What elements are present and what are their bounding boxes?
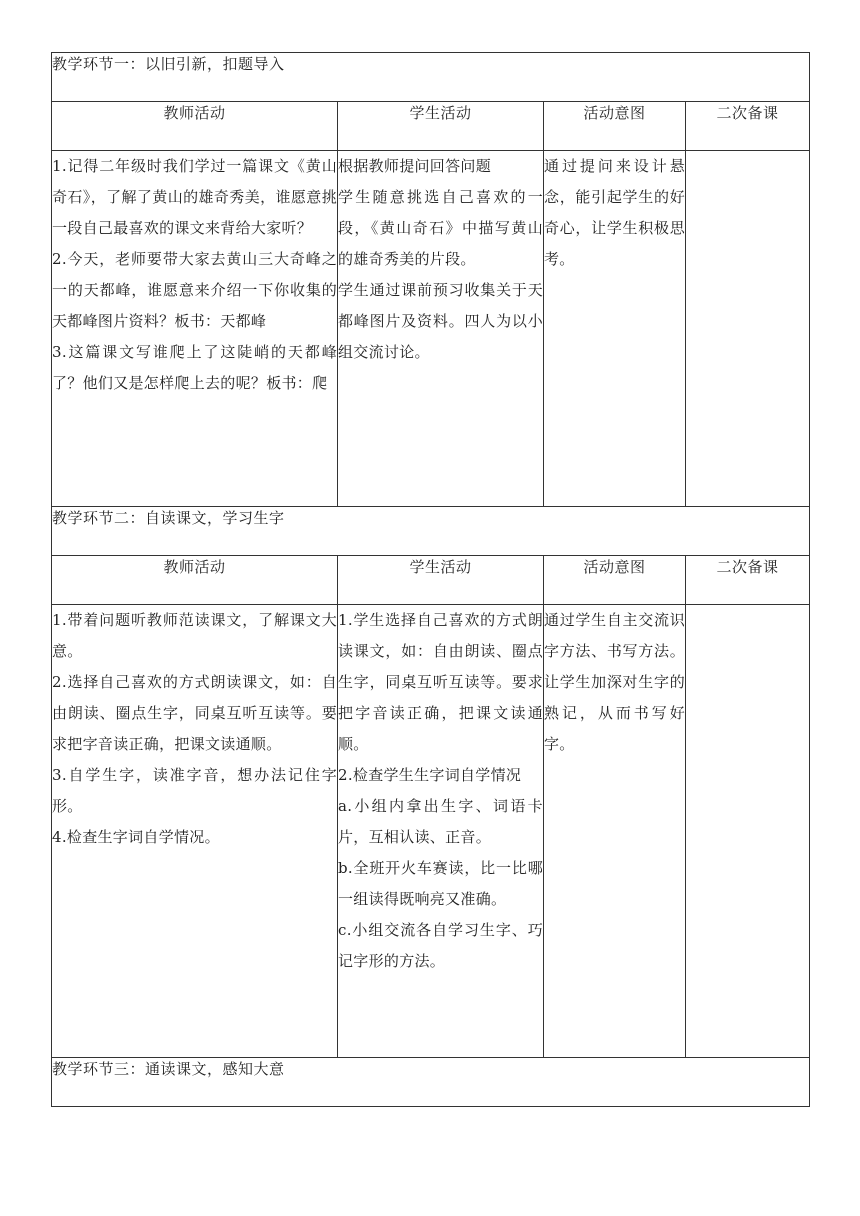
- header-second-prep: 二次备课: [686, 102, 810, 151]
- header-activity-intent: 活动意图: [544, 102, 686, 151]
- header-student-activity: 学生活动: [338, 556, 544, 605]
- header-second-prep: 二次备课: [686, 556, 810, 605]
- paragraph: 2.选择自己喜欢的方式朗读课文，如：自由朗读、圈点生字，同桌互听互读等。要求把字音读正确，把课文读通顺。: [52, 673, 337, 753]
- table-row: [52, 605, 810, 1058]
- header-student-activity: 学生活动: [338, 102, 544, 151]
- paragraph: 通过提问来设计悬念，能引起学生的好奇心，让学生积极思考。: [544, 157, 685, 268]
- paragraph: 学生随意挑选自己喜欢的一段，《黄山奇石》中描写黄山的雄奇秀美的片段。: [338, 188, 543, 268]
- paragraph: 3.这篇课文写谁爬上了这陡峭的天都峰了？他们又是怎样爬上去的呢？板书：爬: [52, 343, 337, 392]
- paragraph: 4.检查生字词自学情况。: [52, 828, 220, 846]
- second-prep-cell: [686, 151, 810, 507]
- paragraph: 通过学生自主交流识字方法、书写方法。让学生加深对生字的熟记，从而书写好字。: [544, 611, 685, 753]
- paragraph: 学生通过课前预习收集关于天都峰图片及资料。四人为以小组交流讨论。: [338, 281, 543, 361]
- student-activity-cell: [338, 151, 544, 507]
- teacher-activity-cell: [52, 151, 338, 507]
- paragraph: 2.检查学生生字词自学情况: [338, 766, 522, 784]
- second-prep-cell: [686, 605, 810, 1058]
- paragraph: 3.自学生字，读准字音，想办法记住字形。: [52, 766, 337, 815]
- paragraph: 1.学生选择自己喜欢的方式朗读课文，如：自由朗读、圈点生字，同桌互听互读等。要求把字音读正确，把课文读通顺。: [338, 611, 543, 753]
- header-activity-intent: 活动意图: [544, 556, 686, 605]
- header-teacher-activity: 教师活动: [52, 556, 338, 605]
- stage-title: 教学环节三：通读课文，感知大意: [52, 1058, 810, 1107]
- paragraph: 2.今天，老师要带大家去黄山三大奇峰之一的天都峰，谁愿意来介绍一下你收集的天都峰图片资料？板书：天都峰: [52, 250, 337, 330]
- paragraph: b.全班开火车赛读，比一比哪一组读得既响亮又准确。: [338, 859, 543, 908]
- activity-intent-cell: [544, 605, 686, 1058]
- paragraph: 1.带着问题听教师范读课文，了解课文大意。: [52, 611, 337, 660]
- table-header-row: [52, 556, 810, 605]
- table-header-row: [52, 102, 810, 151]
- stage-title: 教学环节一：以旧引新，扣题导入: [52, 53, 810, 102]
- teacher-activity-cell: [52, 605, 338, 1058]
- paragraph: 根据教师提问回答问题: [338, 157, 492, 175]
- header-teacher-activity: 教师活动: [52, 102, 338, 151]
- stage-title: 教学环节二：自读课文，学习生字: [52, 507, 810, 556]
- paragraph: 1.记得二年级时我们学过一篇课文《黄山奇石》，了解了黄山的雄奇秀美，谁愿意挑一段自己最喜欢的课文来背给大家听？: [52, 157, 337, 237]
- activity-intent-cell: [544, 151, 686, 507]
- table-row: [52, 151, 810, 507]
- paragraph: a.小组内拿出生字、词语卡片，互相认读、正音。: [338, 797, 543, 846]
- paragraph: c.小组交流各自学习生字、巧记字形的方法。: [338, 921, 543, 970]
- student-activity-cell: [338, 605, 544, 1058]
- lesson-plan-table: [51, 52, 810, 1107]
